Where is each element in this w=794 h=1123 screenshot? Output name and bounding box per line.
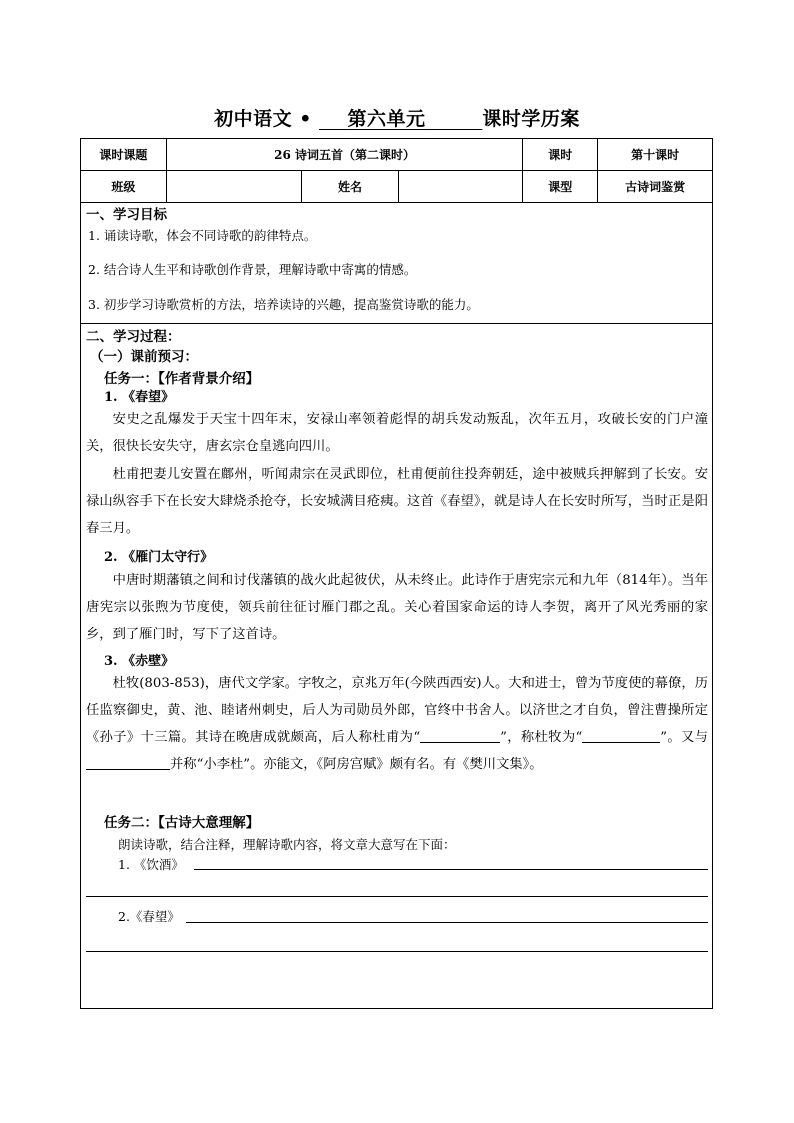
- poem1-paragraph-2: 杜甫把妻儿安置在鄜州，听闻肃宗在灵武即位，杜甫便前往投奔朝廷，途中被贼兵押解到了长安。安禄山纵容手下在长安大肆烧杀抢夺，长安城满目疮痍。这首《春望》，就是诗人在长安时所写，当时正是阳春三月。: [86, 467, 708, 536]
- preview-heading: （一）课前预习：: [90, 349, 198, 365]
- blank-li-shangyin[interactable]: [86, 755, 170, 770]
- poem1-title: 1. 《春望》: [104, 390, 175, 405]
- name-field[interactable]: [399, 171, 523, 203]
- poem3-paragraph: 杜牧(803-853)，唐代文学家。字牧之，京兆万年(今陕西西安)人。大和进士，曾为节度使的幕僚，历任监察御史，黄、池、睦诸州刺史，后人为司勋员外郎，官终中书舍人。以济世之才自负，曾注曹操所定《孙子》十三篇。其诗在晚唐成就颇高，后人称杜甫为“ ”，称杜牧为“ ”。又与并称“小李杜”。亦能文，《阿房宫赋》颇有名。有《樊川文集》。: [86, 676, 708, 772]
- task2-instruction: 朗读诗歌，结合注释，理解诗歌内容，将文章大意写在下面：: [118, 837, 456, 852]
- poem1-paragraph-1: 安史之乱爆发于天宝十四年末，安禄山率领着彪悍的胡兵发动叛乱，次年五月，攻破长安的门户潼关，很快长安失守，唐玄宗仓皇逃向四川。: [86, 412, 708, 454]
- goal-item-2: 2. 结合诗人生平和诗歌创作背景，理解诗歌中寄寓的情感。: [88, 262, 417, 277]
- answer-line-2a[interactable]: [186, 922, 708, 923]
- poem3-title: 3. 《赤壁》: [104, 654, 175, 669]
- lesson-info-table: [80, 138, 713, 203]
- poem2-paragraph: 中唐时期藩镇之间和讨伐藩镇的战火此起彼伏，从未终止。此诗作于唐宪宗元和九年（814年）。当年唐宪宗以张煦为节度使，领兵前往征讨雁门郡之乱。关心着国家命运的诗人李贺，离开了风光秀丽的家乡，到了雁门时，写下了这首诗。: [86, 573, 708, 642]
- type-label: 课型: [523, 171, 598, 203]
- process-heading: 二、学习过程：: [86, 329, 181, 345]
- answer-item-1-label: 1. 《饮酒》: [118, 857, 184, 872]
- task1-title: 任务一：【作者背景介绍】: [104, 371, 260, 387]
- answer-line-2b[interactable]: [86, 951, 708, 952]
- blank-du-fu-title[interactable]: [420, 728, 500, 743]
- blank-du-mu-title[interactable]: [582, 728, 660, 743]
- class-label: 班级: [81, 171, 167, 203]
- answer-line-1a[interactable]: [194, 869, 708, 870]
- period-value: 第十课时: [598, 139, 713, 171]
- period-label: 课时: [523, 139, 598, 171]
- section-divider: [80, 323, 713, 324]
- class-field[interactable]: [166, 171, 301, 203]
- lesson-topic-label: 课时课题: [81, 139, 167, 171]
- goal-item-1: 1. 诵读诗歌，体会不同诗歌的韵律特点。: [88, 228, 317, 243]
- poem2-title: 2. 《雁门太守行》: [104, 550, 214, 565]
- answer-line-1b[interactable]: [86, 896, 708, 897]
- task2-title: 任务二：【古诗大意理解】: [104, 815, 260, 831]
- unit-name: 第六单元: [347, 108, 426, 130]
- name-label: 姓名: [301, 171, 399, 203]
- type-value: 古诗词鉴赏: [598, 171, 713, 203]
- goals-heading: 一、学习目标: [86, 207, 167, 223]
- page-title: 初中语文 • 第六单元 课时学历案: [214, 108, 580, 130]
- answer-item-2-label: 2.《春望》: [118, 909, 180, 924]
- lesson-topic-value: 26 诗词五首（第二课时）: [166, 139, 522, 171]
- goal-item-3: 3. 初步学习诗歌赏析的方法，培养读诗的兴趣，提高鉴赏诗歌的能力。: [88, 297, 479, 312]
